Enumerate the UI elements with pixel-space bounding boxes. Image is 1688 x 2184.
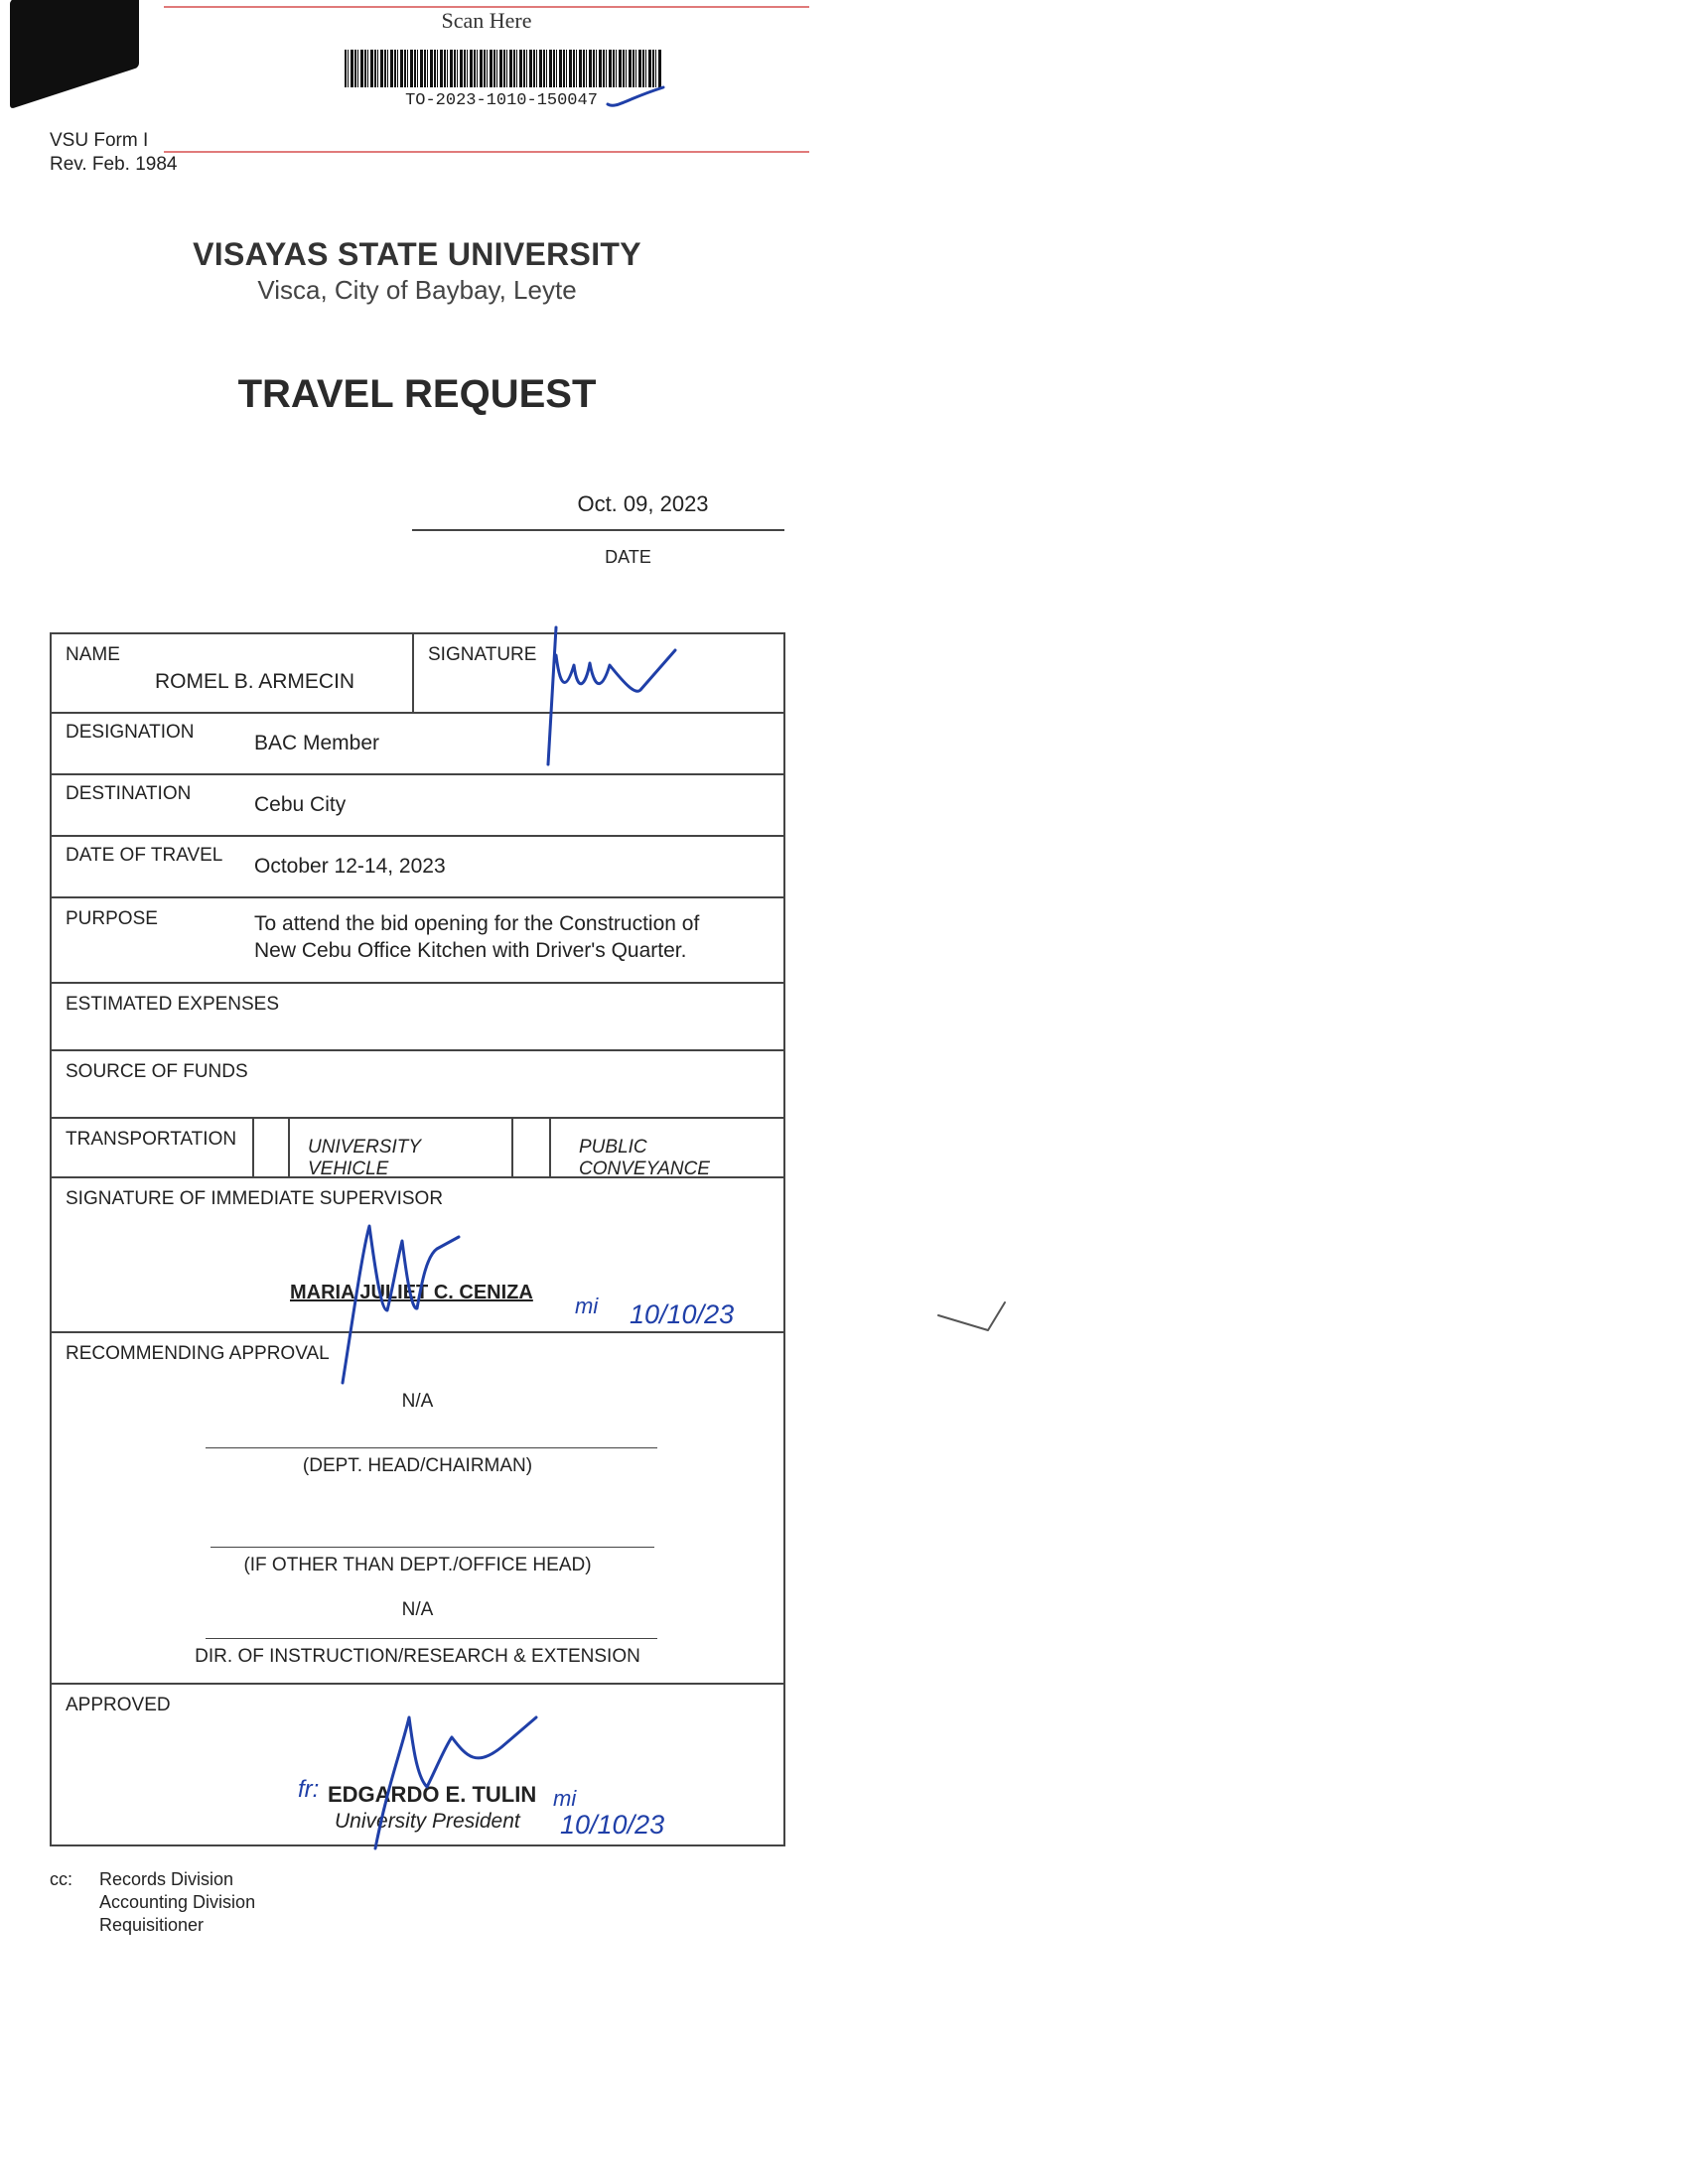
approved-label: APPROVED xyxy=(66,1695,171,1715)
barcode[interactable] xyxy=(345,50,662,87)
form-code-line1: VSU Form I xyxy=(50,130,149,151)
document-title: TRAVEL REQUEST xyxy=(237,372,597,416)
row-supervisor xyxy=(52,1176,783,1333)
date-of-travel-value[interactable]: October 12-14, 2023 xyxy=(254,855,446,878)
row-approved xyxy=(52,1683,783,1848)
option-cell-university-vehicle xyxy=(288,1117,421,1179)
cc-item: Accounting Division xyxy=(99,1892,256,1912)
scan-tag-title: Scan Here xyxy=(441,8,532,33)
other-caption: (IF OTHER THAN DEPT./OFFICE HEAD) xyxy=(243,1555,592,1575)
form-code-line2: Rev. Feb. 1984 xyxy=(50,154,178,175)
tag-bottom-rule xyxy=(164,151,809,153)
option-public-conveyance: PUBLIC CONVEYANCE xyxy=(579,1137,710,1179)
supervisor-label: SIGNATURE OF IMMEDIATE SUPERVISOR xyxy=(66,1188,444,1209)
dir-value: N/A xyxy=(401,1599,434,1620)
recommending-label: RECOMMENDING APPROVAL xyxy=(66,1343,330,1364)
supervisor-name: MARIA JULIET C. CENIZA xyxy=(290,1282,533,1303)
purpose-label: PURPOSE xyxy=(66,908,158,929)
name-label: NAME xyxy=(66,644,120,665)
approved-position: University President xyxy=(335,1810,520,1833)
signature-label: SIGNATURE xyxy=(428,644,537,665)
row-date-of-travel xyxy=(52,835,783,898)
row-source-of-funds xyxy=(52,1049,783,1119)
checkbox-public-conveyance[interactable] xyxy=(511,1117,513,1176)
date-underline xyxy=(412,529,784,531)
estimated-expenses-label: ESTIMATED EXPENSES xyxy=(66,994,280,1015)
tape-corner xyxy=(10,0,139,109)
university-address: Visca, City of Baybay, Leyte xyxy=(257,275,577,305)
approved-initials: mi xyxy=(553,1786,577,1811)
form-code xyxy=(50,129,178,177)
dept-value: N/A xyxy=(401,1391,434,1412)
approved-prefix: fr: xyxy=(298,1776,320,1803)
date-of-travel-label: DATE OF TRAVEL xyxy=(66,845,223,866)
destination-value[interactable]: Cebu City xyxy=(254,793,347,816)
transportation-label: TRANSPORTATION xyxy=(66,1129,237,1150)
row-designation xyxy=(52,712,783,775)
source-of-funds-label: SOURCE OF FUNDS xyxy=(66,1061,248,1082)
designation-value[interactable]: BAC Member xyxy=(254,732,380,754)
travel-request-form xyxy=(50,632,785,1846)
destination-label: DESTINATION xyxy=(66,783,192,804)
purpose-line1[interactable]: To attend the bid opening for the Construction of xyxy=(254,912,700,935)
signature-cell xyxy=(412,634,537,712)
date-value: Oct. 09, 2023 xyxy=(577,491,709,516)
cc-item: Requisitioner xyxy=(99,1915,205,1935)
university-header xyxy=(179,236,655,306)
cc-item: Records Division xyxy=(99,1869,234,1889)
row-purpose xyxy=(52,896,783,984)
supervisor-initials: mi xyxy=(575,1294,599,1318)
date-label: DATE xyxy=(605,547,651,567)
row-name xyxy=(52,634,783,714)
row-transportation xyxy=(52,1117,783,1178)
university-name: VISAYAS STATE UNIVERSITY xyxy=(193,236,641,272)
scan-tag xyxy=(164,0,809,159)
approved-date-note: 10/10/23 xyxy=(560,1810,665,1840)
designation-label: DESIGNATION xyxy=(66,722,195,743)
other-signature-line xyxy=(211,1547,654,1548)
supervisor-date-note: 10/10/23 xyxy=(630,1299,735,1329)
option-cell-public-conveyance xyxy=(549,1117,710,1179)
dept-caption: (DEPT. HEAD/CHAIRMAN) xyxy=(302,1455,533,1476)
dept-signature-line xyxy=(206,1447,657,1448)
row-estimated-expenses xyxy=(52,982,783,1051)
row-destination xyxy=(52,773,783,837)
option-university-vehicle: UNIVERSITY VEHICLE xyxy=(308,1137,421,1179)
checkbox-university-vehicle[interactable] xyxy=(252,1117,254,1176)
margin-checkmark xyxy=(938,1302,1005,1330)
row-recommending-approval xyxy=(52,1331,783,1685)
name-value[interactable]: ROMEL B. ARMECIN xyxy=(155,670,355,693)
purpose-line2[interactable]: New Cebu Office Kitchen with Driver's Quarter. xyxy=(254,939,687,962)
dir-signature-line xyxy=(206,1638,657,1639)
cc-list xyxy=(99,1868,255,1937)
dir-caption: DIR. OF INSTRUCTION/RESEARCH & EXTENSION xyxy=(195,1646,640,1667)
approved-name: EDGARDO E. TULIN xyxy=(328,1782,537,1807)
cc-label: cc: xyxy=(50,1869,73,1889)
barcode-number: TO-2023-1010-150047 xyxy=(405,91,598,110)
